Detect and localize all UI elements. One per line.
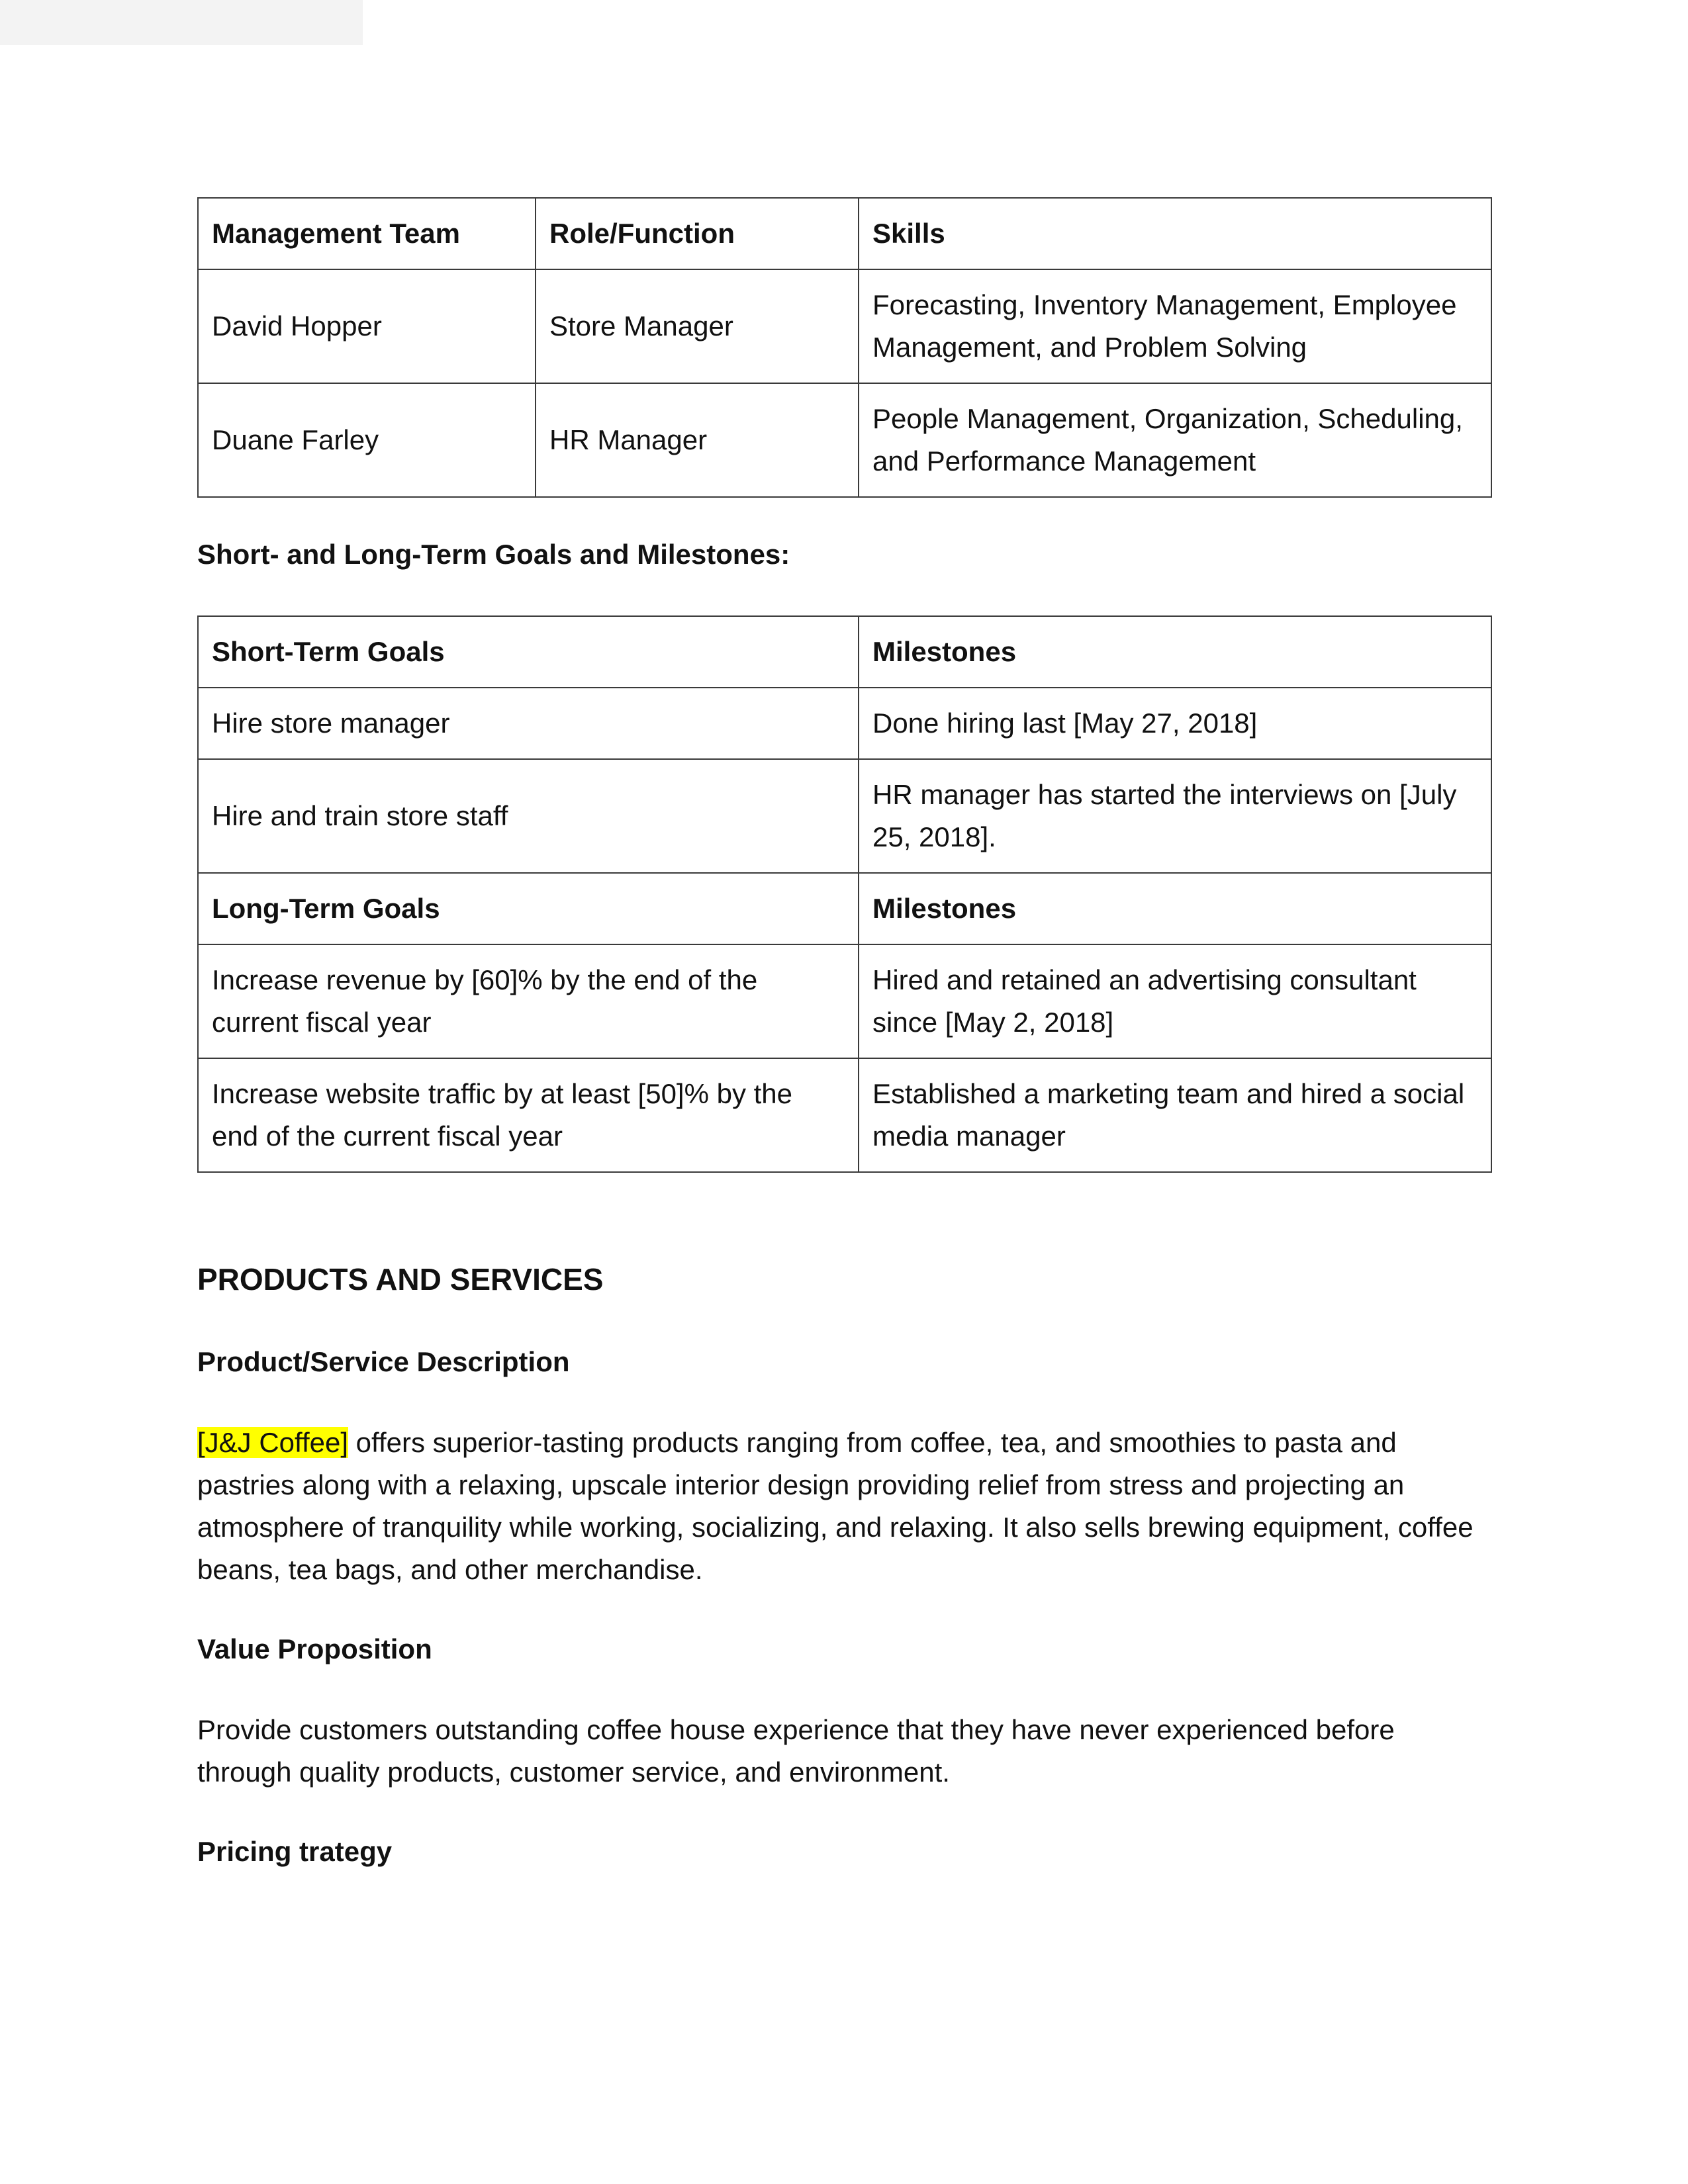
company-name-highlight: [J&J Coffee] [197, 1427, 349, 1458]
pricing-strategy-heading: Pricing trategy [197, 1836, 393, 1867]
table-cell: Increase website traffic by at least [50]% by the end of the current fiscal year [198, 1058, 859, 1172]
value-proposition-heading: Value Proposition [197, 1633, 432, 1664]
goals-table [197, 615, 1492, 1173]
table-row [198, 1058, 1491, 1172]
table-cell: Done hiring last [May 27, 2018] [859, 688, 1491, 759]
table-row [198, 383, 1491, 497]
table-cell: Duane Farley [198, 383, 536, 497]
table-header-cell: Long-Term Goals [198, 873, 859, 944]
table-header-row [198, 873, 1491, 944]
table-cell: Increase revenue by [60]% by the end of the current fiscal year [198, 944, 859, 1058]
description-paragraph [197, 1422, 1491, 1591]
table-cell: Established a marketing team and hired a social media manager [859, 1058, 1491, 1172]
table-header-row [198, 198, 1491, 269]
table-header-cell: Milestones [859, 873, 1491, 944]
table-header-cell: Role/Function [536, 198, 859, 269]
page-corner-tab [0, 0, 363, 45]
goals-heading: Short- and Long-Term Goals and Milestones: [197, 539, 790, 570]
value-proposition-text: Provide customers outstanding coffee house experience that they have never experienced before through quality products, customer service, and environment. [197, 1714, 1395, 1788]
table-cell: Hire store manager [198, 688, 859, 759]
management-table [197, 197, 1492, 498]
table-cell: Forecasting, Inventory Management, Employee Management, and Problem Solving [859, 269, 1491, 383]
table-cell: Hire and train store staff [198, 759, 859, 873]
description-heading: Product/Service Description [197, 1346, 570, 1377]
table-header-cell: Management Team [198, 198, 536, 269]
table-cell: Store Manager [536, 269, 859, 383]
table-row [198, 269, 1491, 383]
table-header-row [198, 616, 1491, 688]
table-cell: Hired and retained an advertising consultant since [May 2, 2018] [859, 944, 1491, 1058]
table-header-cell: Skills [859, 198, 1491, 269]
table-cell: HR Manager [536, 383, 859, 497]
table-cell: HR manager has started the interviews on [July 25, 2018]. [859, 759, 1491, 873]
description-text: offers superior-tasting products ranging from coffee, tea, and smoothies to pasta and pastries along with a relaxing, upscale interior design providing relief from stress and projecting an atmosphere of tranquility while working, socializing, and relaxing. It also sells brewing equipment, coffee beans, tea bags, and other merchandise. [197, 1427, 1474, 1585]
table-header-cell: Short-Term Goals [198, 616, 859, 688]
table-row [198, 759, 1491, 873]
document-page [197, 197, 1491, 1868]
table-row [198, 944, 1491, 1058]
table-row [198, 688, 1491, 759]
table-cell: David Hopper [198, 269, 536, 383]
table-cell: People Management, Organization, Scheduling, and Performance Management [859, 383, 1491, 497]
products-heading: PRODUCTS AND SERVICES [197, 1262, 604, 1297]
table-header-cell: Milestones [859, 616, 1491, 688]
